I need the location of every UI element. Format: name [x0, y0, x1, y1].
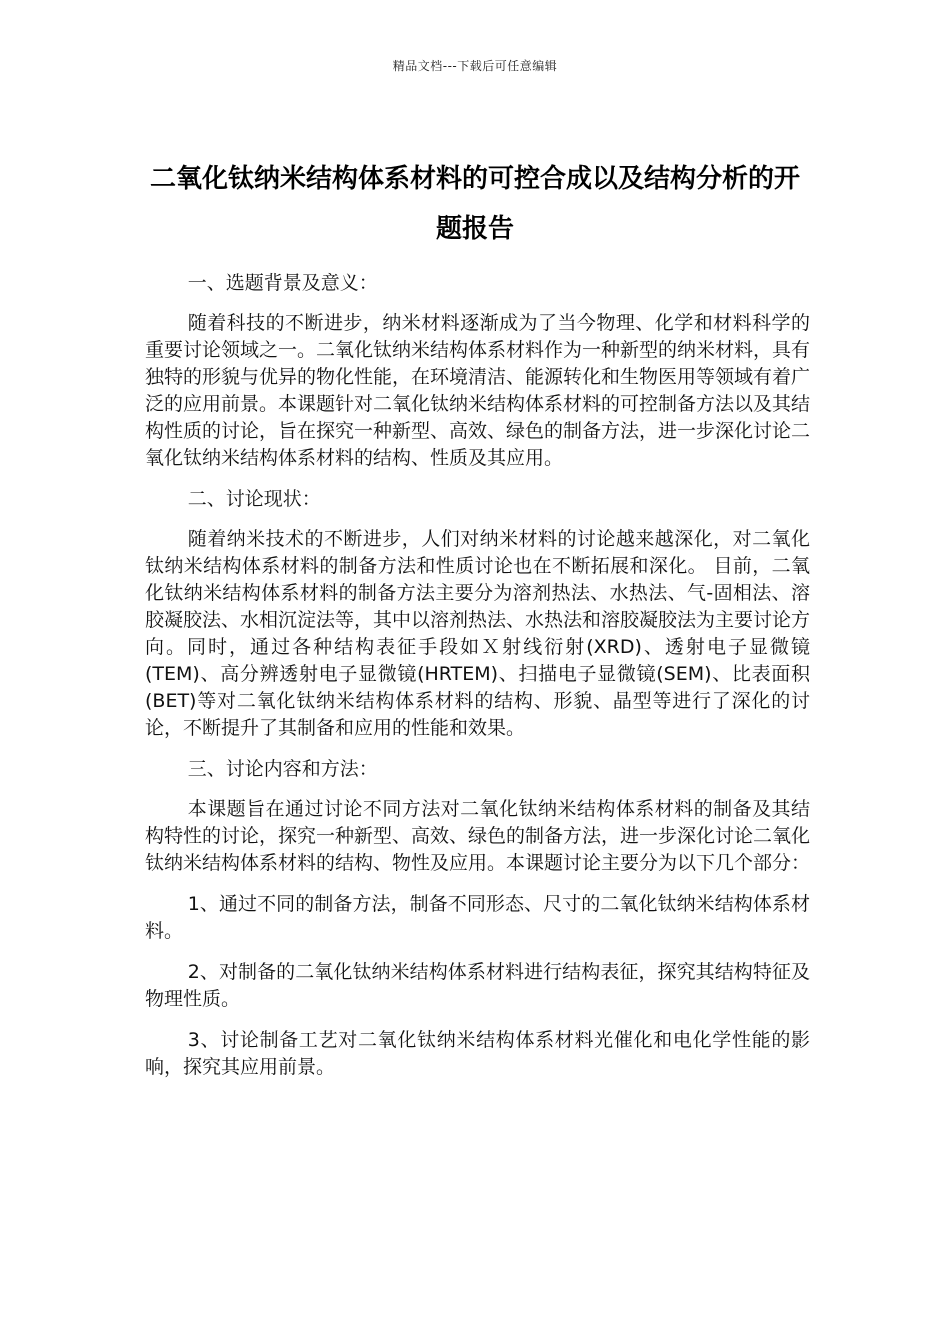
paragraph-content-intro: 本课题旨在通过讨论不同方法对二氧化钛纳米结构体系材料的制备及其结构特性的讨论，探究一种新型、高效、绿色的制备方法，进一步深化讨论二氧化钛纳米结构体系材料的结构、物性及应用。本课题讨论主要分为以下几个部分： [145, 798, 811, 874]
document-title: 二氧化钛纳米结构体系材料的可控合成以及结构分析的开题报告 [149, 164, 800, 245]
section-heading-status: 二、讨论现状： [187, 488, 321, 510]
paragraph-background: 随着科技的不断进步，纳米材料逐渐成为了当今物理、化学和材料科学的重要讨论领域之一。二氧化钛纳米结构体系材料作为一种新型的纳米材料，具有独特的形貌与优异的物化性能，在环境清洁、能源转化和生物医用等领域有着广泛的应用前景。本课题针对二氧化钛纳米结构体系材料的可控制备方法以及其结构性质的讨论，旨在探究一种新型、高效、绿色的制备方法，进一步深化讨论二氧化钛纳米结构体系材料的结构、性质及其应用。 [145, 312, 811, 469]
document-body [145, 270, 810, 1095]
list-item-2: 2、对制备的二氧化钛纳米结构体系材料进行结构表征，探究其结构特征及物理性质。 [145, 961, 810, 1010]
header-note: 精品文档---下载后可任意编辑 [392, 59, 558, 73]
list-item-1: 1、通过不同的制备方法，制备不同形态、尺寸的二氧化钛纳米结构体系材料。 [145, 893, 810, 942]
section-heading-content-methods: 三、讨论内容和方法： [187, 758, 378, 780]
list-item-3: 3、讨论制备工艺对二氧化钛纳米结构体系材料光催化和电化学性能的影响，探究其应用前景。 [145, 1029, 810, 1078]
section-heading-background: 一、选题背景及意义： [187, 272, 378, 294]
paragraph-status: 随着纳米技术的不断进步，人们对纳米材料的讨论越来越深化，对二氧化钛纳米结构体系材料的制备方法和性质讨论也在不断拓展和深化。 目前，二氧化钛纳米结构体系材料的制备方法主要分为溶剂热法、水热法、气-固相法、溶胶凝胶法、水相沉淀法等，其中以溶剂热法、水热法和溶胶凝胶法为主要讨论方向。同时，通过各种结构表征手段如Ｘ射线衍射(XRD)、透射电子显微镜(TEM)、高分辨透射电子显微镜(HRTEM)、扫描电子显微镜(SEM)、比表面积(BET)等对二氧化钛纳米结构体系材料的结构、形貌、晶型等进行了深化的讨论，不断提升了其制备和应用的性能和效果。 [145, 528, 811, 739]
